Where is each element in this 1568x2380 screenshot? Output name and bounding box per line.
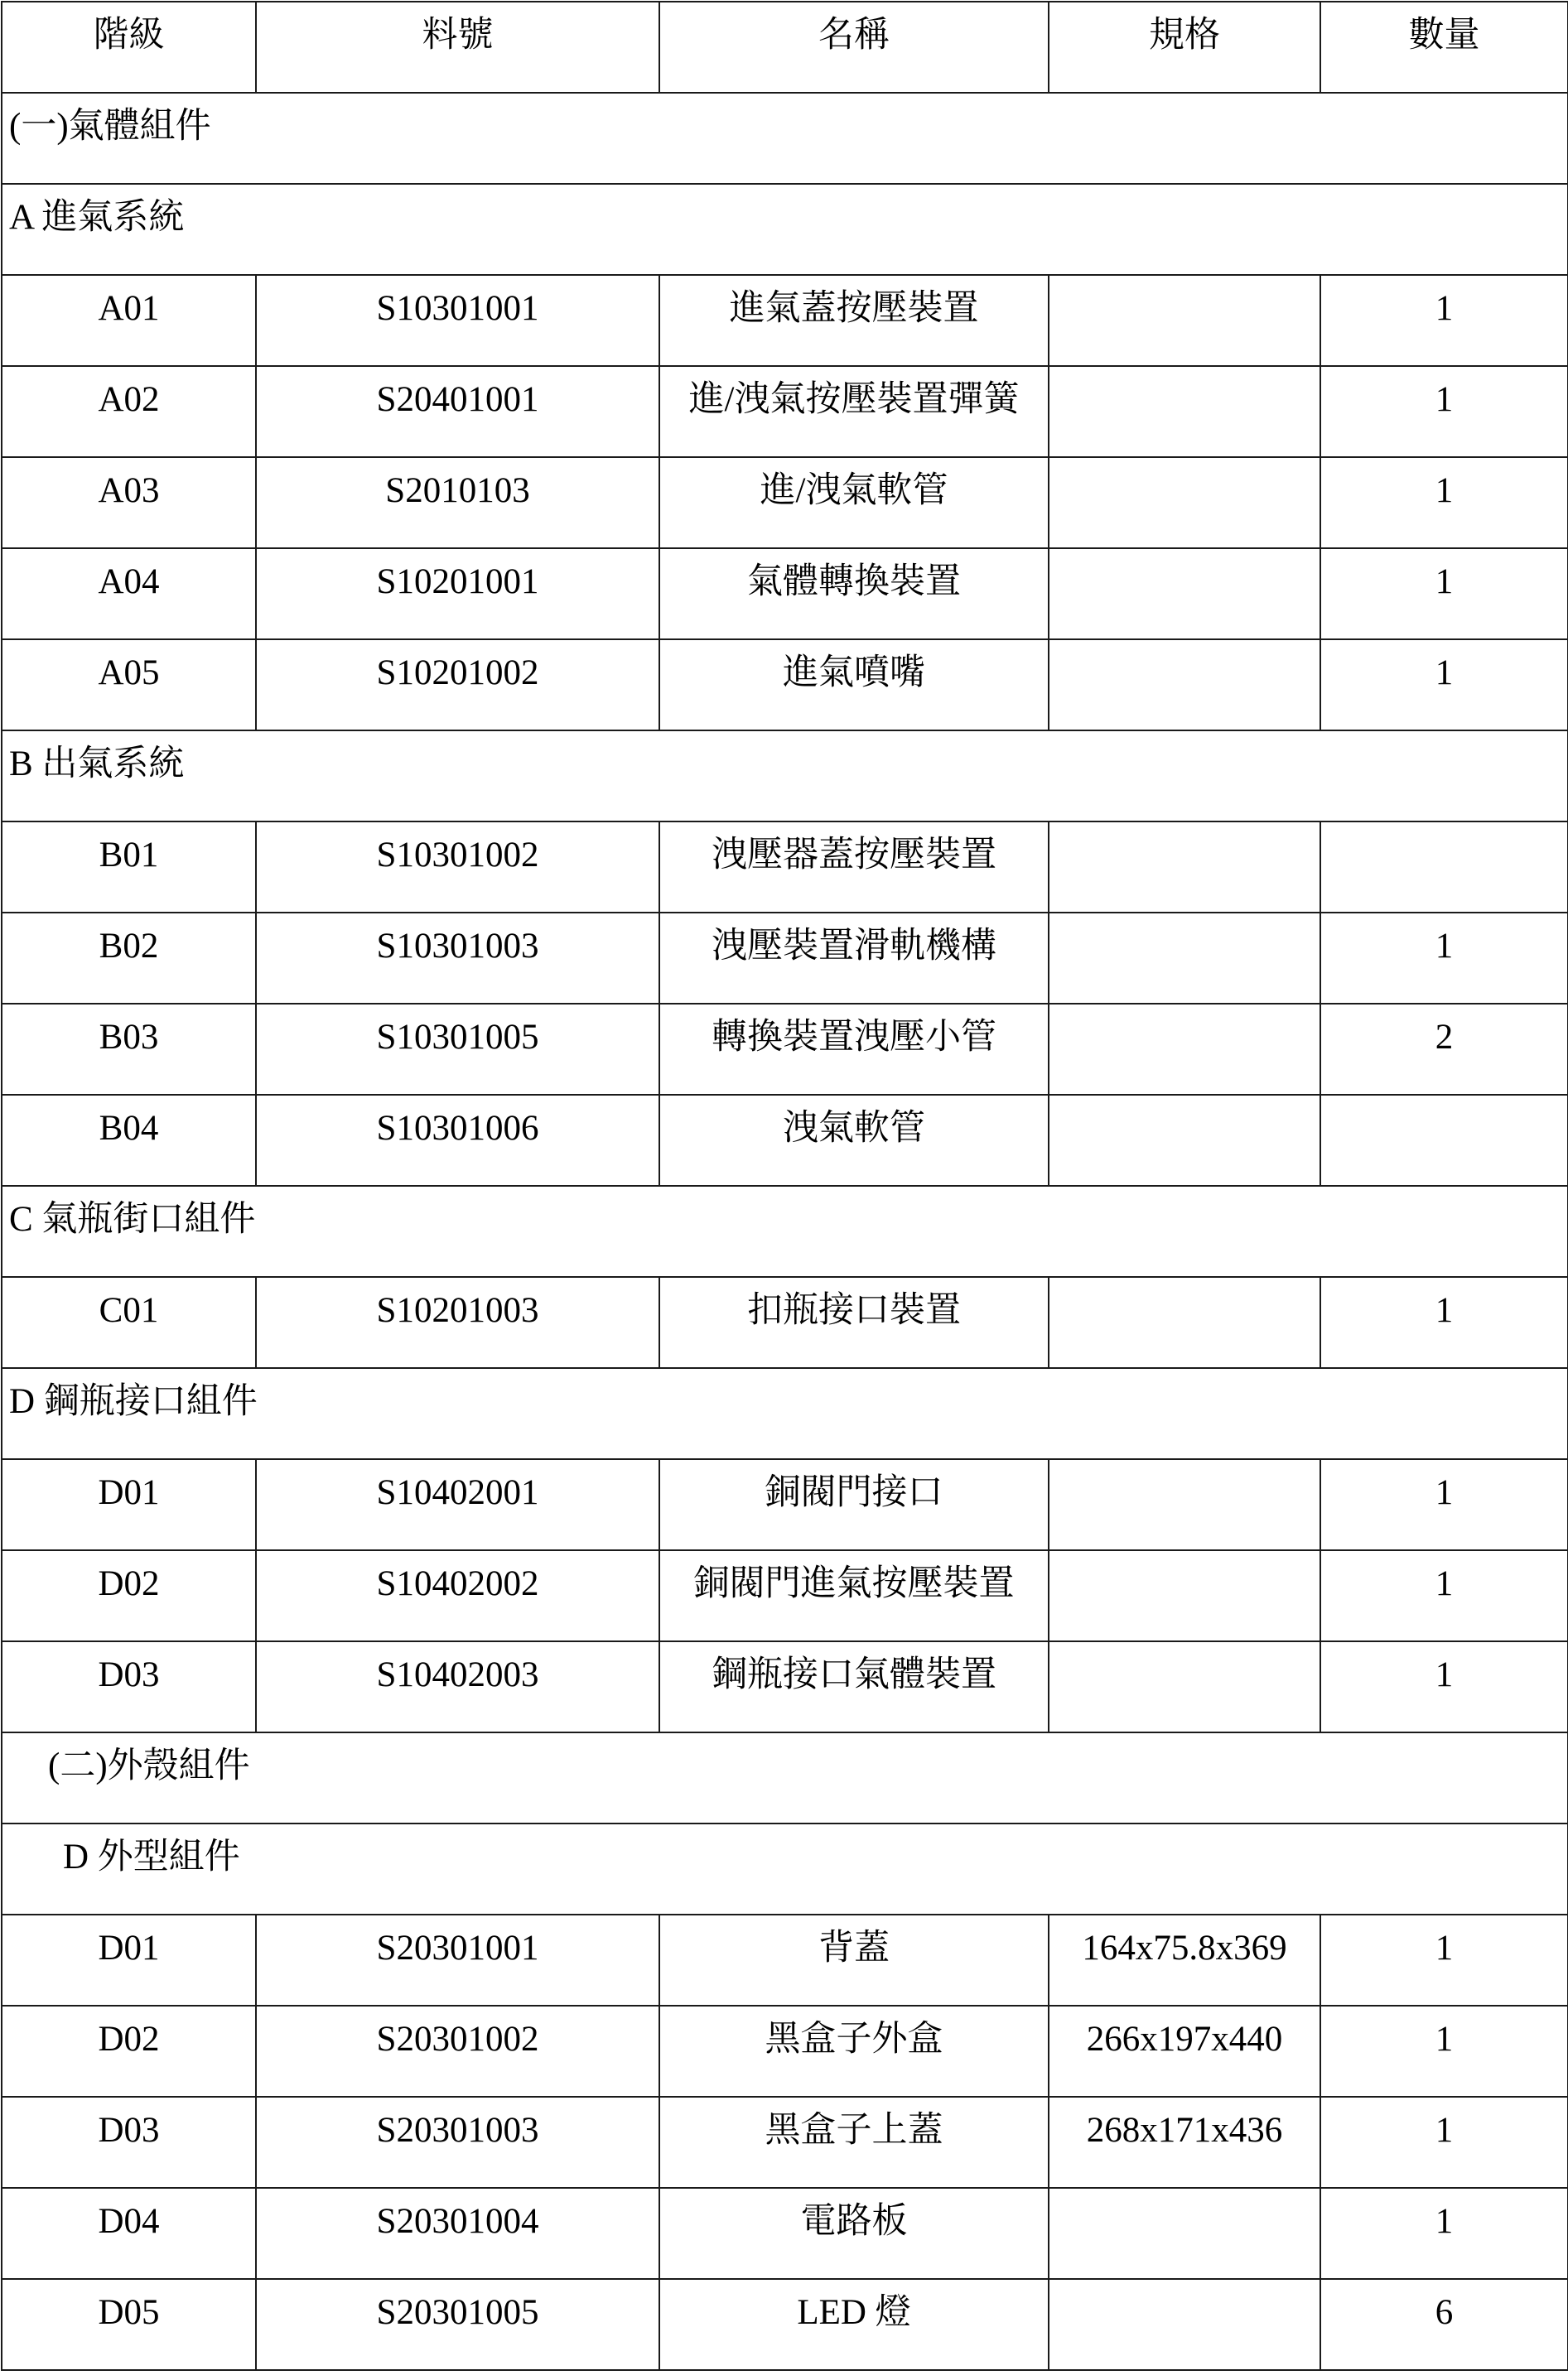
part-number-cell: S10402002 xyxy=(256,1550,659,1641)
spec-cell xyxy=(1049,548,1320,639)
section-row xyxy=(2,184,1568,275)
part-number-cell: S10201003 xyxy=(256,1277,659,1368)
spec-cell xyxy=(1049,1277,1320,1368)
section-row xyxy=(2,730,1568,821)
qty-cell: 1 xyxy=(1320,2006,1568,2097)
parts-table xyxy=(1,1,1568,2371)
qty-cell: 1 xyxy=(1320,548,1568,639)
name-cell: 洩壓器蓋按壓裝置 xyxy=(659,821,1049,913)
part-number-cell: S10301003 xyxy=(256,913,659,1004)
header-level: 階級 xyxy=(2,2,256,93)
qty-cell xyxy=(1320,1095,1568,1186)
level-cell: B02 xyxy=(2,913,256,1004)
section-row xyxy=(2,93,1568,184)
name-cell: 黑盒子外盒 xyxy=(659,2006,1049,2097)
qty-cell xyxy=(1320,821,1568,913)
level-cell: B01 xyxy=(2,821,256,913)
table-row xyxy=(2,2279,1568,2370)
table-row xyxy=(2,2097,1568,2188)
name-cell: 洩壓裝置滑軌機構 xyxy=(659,913,1049,1004)
qty-cell: 1 xyxy=(1320,639,1568,730)
qty-cell: 1 xyxy=(1320,913,1568,1004)
name-cell: 進氣噴嘴 xyxy=(659,639,1049,730)
spec-cell xyxy=(1049,639,1320,730)
qty-cell: 6 xyxy=(1320,2279,1568,2370)
part-number-cell: S20301004 xyxy=(256,2188,659,2279)
level-cell: B03 xyxy=(2,1004,256,1095)
spec-cell: 266x197x440 xyxy=(1049,2006,1320,2097)
name-cell: 黑盒子上蓋 xyxy=(659,2097,1049,2188)
spec-cell xyxy=(1049,821,1320,913)
level-cell: D01 xyxy=(2,1915,256,2006)
name-cell: 轉換裝置洩壓小管 xyxy=(659,1004,1049,1095)
table-row xyxy=(2,1641,1568,1732)
header-part-number: 料號 xyxy=(256,2,659,93)
level-cell: D05 xyxy=(2,2279,256,2370)
name-cell: LED 燈 xyxy=(659,2279,1049,2370)
name-cell: 鋼瓶接口氣體裝置 xyxy=(659,1641,1049,1732)
name-cell: 氣體轉換裝置 xyxy=(659,548,1049,639)
level-cell: D02 xyxy=(2,1550,256,1641)
level-cell: D04 xyxy=(2,2188,256,2279)
section-title: C 氣瓶街口組件 xyxy=(2,1186,1568,1277)
table-row xyxy=(2,548,1568,639)
qty-cell: 1 xyxy=(1320,1550,1568,1641)
table-row xyxy=(2,1004,1568,1095)
section-title: D 鋼瓶接口組件 xyxy=(2,1368,1568,1459)
section-row xyxy=(2,1732,1568,1824)
part-number-cell: S20301005 xyxy=(256,2279,659,2370)
name-cell: 進氣蓋按壓裝置 xyxy=(659,275,1049,366)
part-number-cell: S20301002 xyxy=(256,2006,659,2097)
table-row xyxy=(2,913,1568,1004)
name-cell: 進/洩氣軟管 xyxy=(659,457,1049,548)
table-row xyxy=(2,457,1568,548)
spec-cell xyxy=(1049,1459,1320,1550)
section-row xyxy=(2,1824,1568,1915)
spec-cell: 164x75.8x369 xyxy=(1049,1915,1320,2006)
qty-cell: 1 xyxy=(1320,366,1568,457)
spec-cell xyxy=(1049,457,1320,548)
part-number-cell: S20301003 xyxy=(256,2097,659,2188)
spec-cell: 268x171x436 xyxy=(1049,2097,1320,2188)
level-cell: D03 xyxy=(2,1641,256,1732)
table-row xyxy=(2,1277,1568,1368)
qty-cell: 1 xyxy=(1320,1459,1568,1550)
part-number-cell: S10301002 xyxy=(256,821,659,913)
name-cell: 銅閥門進氣按壓裝置 xyxy=(659,1550,1049,1641)
part-number-cell: S10201001 xyxy=(256,548,659,639)
table-row xyxy=(2,1459,1568,1550)
part-number-cell: S10301006 xyxy=(256,1095,659,1186)
name-cell: 進/洩氣按壓裝置彈簧 xyxy=(659,366,1049,457)
header-row xyxy=(2,2,1568,93)
level-cell: A05 xyxy=(2,639,256,730)
level-cell: C01 xyxy=(2,1277,256,1368)
name-cell: 洩氣軟管 xyxy=(659,1095,1049,1186)
part-number-cell: S10301001 xyxy=(256,275,659,366)
table-row xyxy=(2,2188,1568,2279)
level-cell: B04 xyxy=(2,1095,256,1186)
part-number-cell: S10402003 xyxy=(256,1641,659,1732)
spec-cell xyxy=(1049,366,1320,457)
header-quantity: 數量 xyxy=(1320,2,1568,93)
section-title: (二)外殼組件 xyxy=(2,1732,1568,1824)
level-cell: A04 xyxy=(2,548,256,639)
header-name: 名稱 xyxy=(659,2,1049,93)
level-cell: D03 xyxy=(2,2097,256,2188)
header-spec: 規格 xyxy=(1049,2,1320,93)
name-cell: 電路板 xyxy=(659,2188,1049,2279)
qty-cell: 1 xyxy=(1320,457,1568,548)
section-title: D 外型組件 xyxy=(2,1824,1568,1915)
level-cell: A02 xyxy=(2,366,256,457)
name-cell: 扣瓶接口裝置 xyxy=(659,1277,1049,1368)
table-row xyxy=(2,366,1568,457)
spec-cell xyxy=(1049,1095,1320,1186)
qty-cell: 1 xyxy=(1320,2097,1568,2188)
spec-cell xyxy=(1049,1641,1320,1732)
table-row xyxy=(2,275,1568,366)
qty-cell: 1 xyxy=(1320,1641,1568,1732)
part-number-cell: S10301005 xyxy=(256,1004,659,1095)
spec-cell xyxy=(1049,1004,1320,1095)
part-number-cell: S2010103 xyxy=(256,457,659,548)
level-cell: A03 xyxy=(2,457,256,548)
part-number-cell: S20301001 xyxy=(256,1915,659,2006)
level-cell: D01 xyxy=(2,1459,256,1550)
part-number-cell: S20401001 xyxy=(256,366,659,457)
section-title: B 出氣系統 xyxy=(2,730,1568,821)
qty-cell: 1 xyxy=(1320,1277,1568,1368)
section-title: (一)氣體組件 xyxy=(2,93,1568,184)
spec-cell xyxy=(1049,2188,1320,2279)
spec-cell xyxy=(1049,275,1320,366)
table-row xyxy=(2,821,1568,913)
section-title: A 進氣系統 xyxy=(2,184,1568,275)
part-number-cell: S10201002 xyxy=(256,639,659,730)
table-row xyxy=(2,1550,1568,1641)
spec-cell xyxy=(1049,2279,1320,2370)
table-row xyxy=(2,1915,1568,2006)
qty-cell: 1 xyxy=(1320,1915,1568,2006)
name-cell: 背蓋 xyxy=(659,1915,1049,2006)
table-row xyxy=(2,2006,1568,2097)
section-row xyxy=(2,1186,1568,1277)
section-row xyxy=(2,1368,1568,1459)
qty-cell: 1 xyxy=(1320,275,1568,366)
name-cell: 銅閥門接口 xyxy=(659,1459,1049,1550)
level-cell: A01 xyxy=(2,275,256,366)
spec-cell xyxy=(1049,1550,1320,1641)
table-row xyxy=(2,639,1568,730)
part-number-cell: S10402001 xyxy=(256,1459,659,1550)
spec-cell xyxy=(1049,913,1320,1004)
level-cell: D02 xyxy=(2,2006,256,2097)
qty-cell: 2 xyxy=(1320,1004,1568,1095)
qty-cell: 1 xyxy=(1320,2188,1568,2279)
table-row xyxy=(2,1095,1568,1186)
